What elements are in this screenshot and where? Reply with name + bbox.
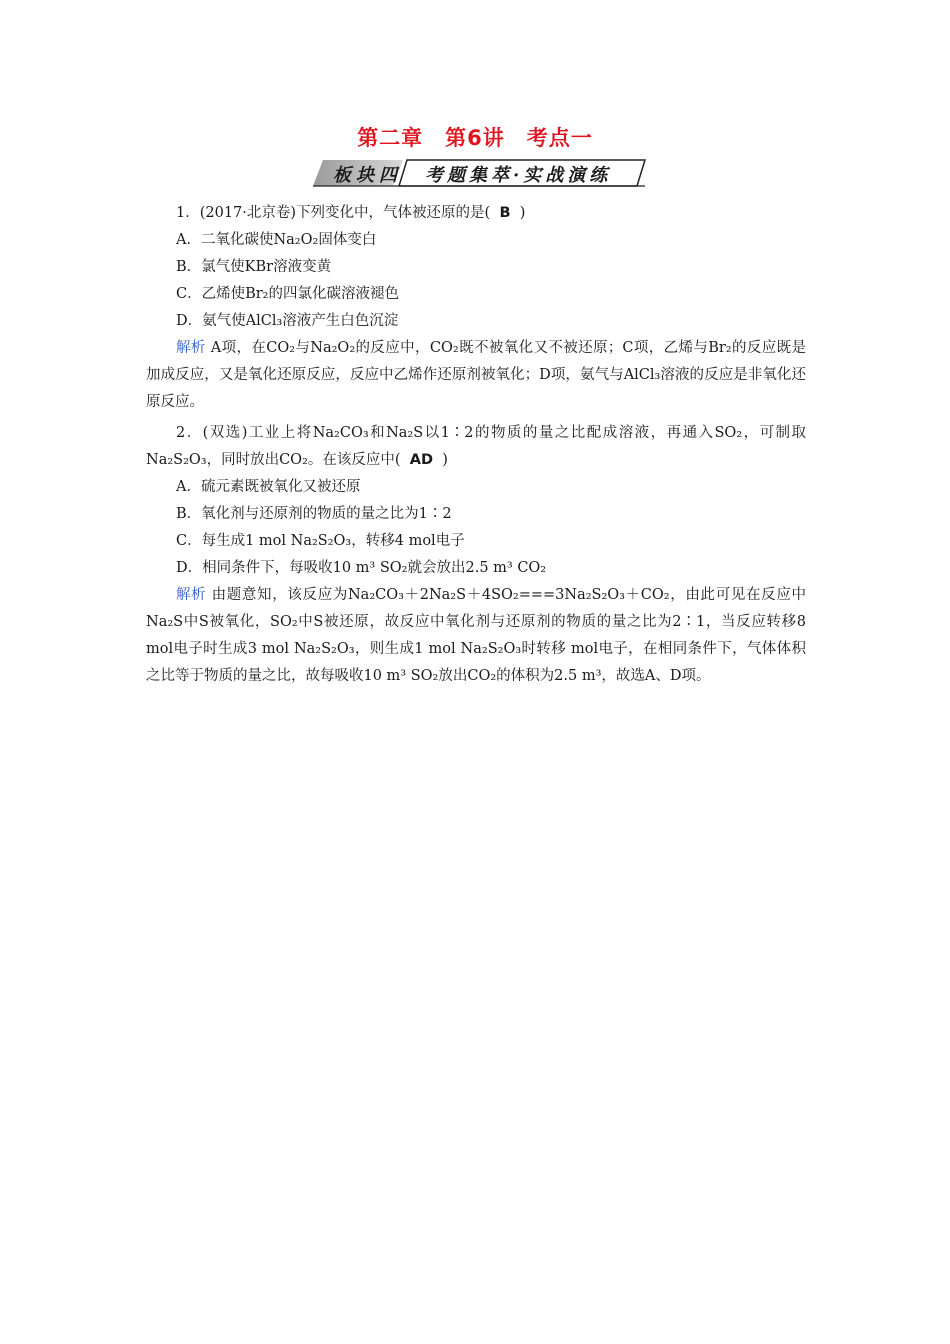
question-1-option-a: A．二氧化碳使Na₂O₂固体变白	[176, 232, 377, 248]
question-2-analysis	[146, 582, 806, 690]
banner-right-label: 考题集萃·实战演练	[425, 165, 612, 186]
analysis-label: 解析	[176, 587, 207, 603]
analysis-label: 解析	[176, 340, 206, 356]
question-1-analysis-text: A项，在CO₂与Na₂O₂的反应中，CO₂既不被氧化又不被还原；C项，乙烯与Br₂的反应既是加成反应，又是氧化还原反应，反应中乙烯作还原剂被氧化；D项，氨气与AlCl₃溶液的反应是非氧化还原反应。	[146, 340, 807, 410]
page-title: 第二章 第6讲 考点一	[357, 126, 593, 150]
section-banner	[305, 156, 650, 190]
question-2-option-d: D．相同条件下，每吸收10 m³ SO₂就会放出2.5 m³ CO₂	[176, 560, 547, 576]
question-1-text: 1．(2017·北京卷)下列变化中，气体被还原的是(	[176, 205, 491, 221]
banner-left-label: 板块四	[333, 165, 402, 186]
document-body	[146, 200, 806, 690]
question-2-answer: AD	[409, 452, 434, 468]
question-1-close: )	[519, 205, 526, 221]
question-2-option-a: A．硫元素既被氧化又被还原	[176, 479, 361, 495]
question-1-option-b: B．氯气使KBr溶液变黄	[176, 259, 332, 275]
question-1-analysis	[146, 335, 806, 416]
question-2-analysis-text: 由题意知，该反应为Na₂CO₃＋2Na₂S＋4SO₂===3Na₂S₂O₃＋CO₂，由此可见在反应中Na₂S中S被氧化，SO₂中S被还原，故反应中氧化剂与还原剂的物质的量之比为2∶1，当反应转移8 mol电子时生成3 mol Na₂S₂O₃，则生成1 mol Na₂S₂O₃时转移 mol电子，在相同条件下，气体体积之比等于物质的量之比，故每吸收10 m³ SO₂放出CO₂的体积为2.5 m³，故选A、D项。	[146, 587, 806, 684]
question-2-option-c: C．每生成1 mol Na₂S₂O₃，转移4 mol电子	[176, 533, 465, 549]
question-2-option-b: B．氧化剂与还原剂的物质的量之比为1∶2	[176, 506, 452, 522]
question-1-stem	[146, 200, 806, 227]
question-2-text: 2．(双选)工业上将Na₂CO₃和Na₂S以1∶2的物质的量之比配成溶液，再通入SO₂，可制取Na₂S₂O₃，同时放出CO₂。在该反应中(	[146, 425, 806, 468]
question-2-close: )	[442, 452, 448, 468]
question-1-option-d: D．氨气使AlCl₃溶液产生白色沉淀	[176, 313, 399, 329]
question-1-option-c: C．乙烯使Br₂的四氯化碳溶液褪色	[176, 286, 399, 302]
question-1-answer: B	[499, 205, 511, 221]
question-2-stem	[146, 420, 806, 474]
